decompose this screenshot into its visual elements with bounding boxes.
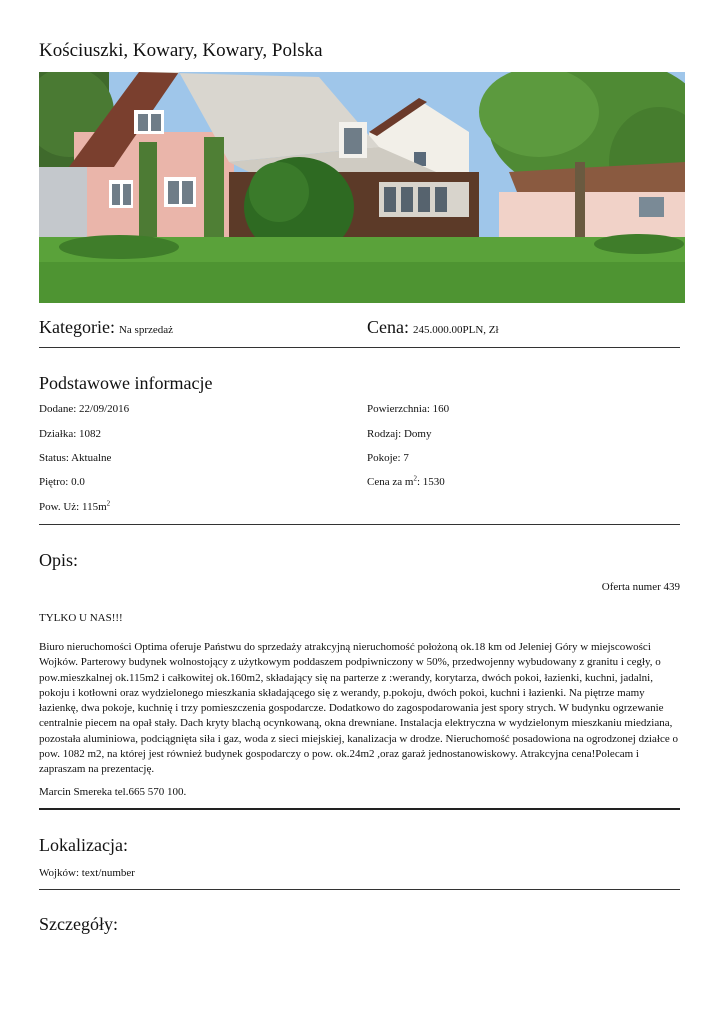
description-body: Biuro nieruchomości Optima oferuje Państwu do sprzedaży atrakcyjną nieruchomość położoną ok.18 km od Jeleniej Góry w miejscowości Wojków. Parterowy budynek wolnostojący z użytkowym poddaszem podpiwniczony w 50%, przedwojenny wybudowany z granitu i cegły, o pow.mieszkalnej ok.115m2 i całkowitej ok.160m2, składający się na parterze z :werandy, korytarza, dwóch pokoi, łazienki, kuchni, jadalni, pokoju i kotłowni oraz wydzielonego mieszkania składającego się z werandy, p.pokoju, dwóch pokoi, kuchni i łazienki. Na piętrze mamy łazienkę, dwa pokoje, kuchnię i trzy pomieszczenia gospodarcze. Dodatkowo do zagospodarowania jest spory strych. W budynku ogrzewanie centralnie piecem na opał stały. Dach kryty blachą ocynkowaną, okna drewniane. Instalacja elektryczna w wydzielonym mieszkaniu miedziana, pozostała aluminiowa, podciągnięta siła i gaz, woda z sieci miejskiej, kanalizacja w drodze. Nieruchomość posadowiona na ogrodzonej działce o pow. 1082 m2, na której jest również budynek gospodarczy o pow. ok.24m2 ,oraz garaż jednostanowiskowy. Atrakcyjna cena!Polecam i zapraszam na prezentację. (39, 641, 678, 776)
offer-number: Oferta numer 439 (601, 581, 680, 593)
price-per-m2-value: : 1530 (416, 476, 445, 488)
price-per-m2-sup: 2 (413, 474, 417, 483)
category-block (39, 317, 173, 338)
price-value: 245.000.00PLN, Zł (413, 324, 499, 336)
rooms: Pokoje: 7 (367, 452, 409, 464)
page-title: Kościuszki, Kowary, Kowary, Polska (39, 40, 323, 61)
description-heading: Opis: (39, 550, 79, 570)
price-per-m2 (367, 476, 445, 488)
total-area: Powierzchnia: 160 (367, 403, 450, 415)
basic-info-heading: Podstawowe informacje (39, 373, 213, 393)
floor: Piętro: 0.0 (39, 476, 85, 488)
category-label: Kategorie: (39, 317, 115, 337)
usable-area (39, 501, 110, 513)
price-block (367, 317, 499, 338)
price-label: Cena: (367, 317, 409, 337)
divider (39, 524, 680, 525)
details-heading: Szczegóły: (39, 914, 118, 934)
divider (39, 889, 680, 890)
usable-area-sup: 2 (106, 499, 111, 508)
usable-area-text: Pow. Uż: 115m (39, 501, 107, 513)
added-date: Dodane: 22/09/2016 (39, 403, 130, 415)
category-value: Na sprzedaż (118, 324, 174, 336)
price-per-m2-text: Cena za m (367, 476, 414, 488)
divider (39, 347, 680, 348)
plot-size: Działka: 1082 (39, 428, 102, 440)
location-value: Wojków: text/number (39, 867, 135, 879)
property-type: Rodzaj: Domy (367, 428, 432, 440)
status: Status: Aktualne (39, 452, 112, 464)
contact-info: Marcin Smereka tel.665 570 100. (39, 786, 187, 798)
location-heading: Lokalizacja: (39, 835, 128, 855)
divider (39, 808, 680, 810)
summary-row (39, 317, 680, 341)
description-intro: TYLKO U NAS!!! (39, 612, 123, 624)
property-photo (39, 72, 685, 303)
